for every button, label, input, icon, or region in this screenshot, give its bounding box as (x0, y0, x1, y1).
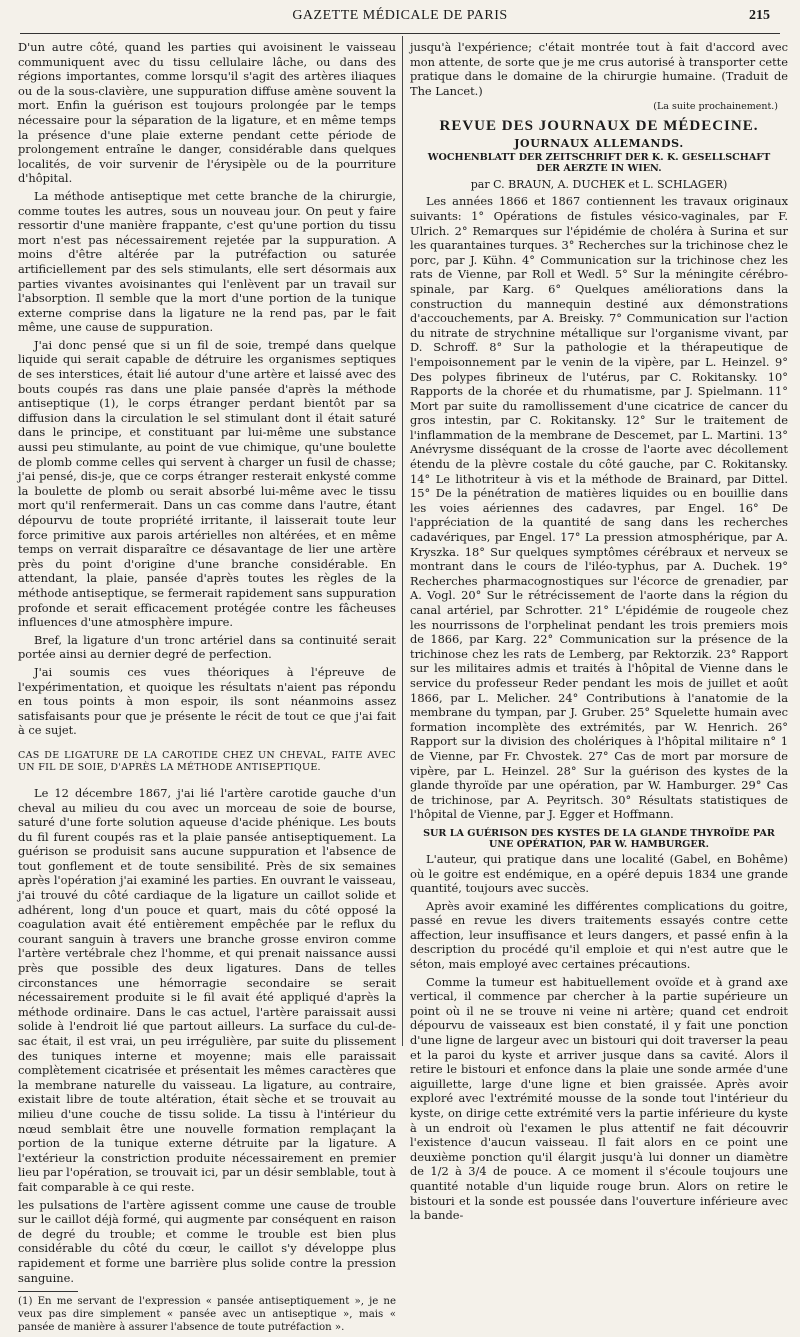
review-title: REVUE DES JOURNAUX DE MÉDECINE. (439, 118, 759, 135)
paragraph: La méthode antiseptique met cette branche de la chirurgie, comme toutes les autres, sous un nouveau jour. On peut y faire ressortir d'une manière frappante, c'est qu'une portion du tissu mort n'est pas nécessairement rejetée par la suppuration. A moins d'être altérée par la putréfaction ou saturée artificiellement par des sels stimulants, elle sert désormais aux parties vivantes avoisinantes qui l'enlèvent par un travail sur l'absorption. Il semble que la mort d'une portion de la tunique externe comprise dans la ligature ne la rend pas, par le fait même, une cause de suppuration. (18, 188, 396, 335)
case-heading: CAS DE LIGATURE DE LA CAROTIDE CHEZ UN CHEVAL, FAITE AVEC UN FIL DE SOIE, D'APRÈS LA MÉTHODE ANTISEPTIQUE. (18, 749, 396, 773)
journal-title: GAZETTE MÉDICALE DE PARIS (292, 8, 508, 23)
page-header (20, 8, 780, 30)
paragraph: D'un autre côté, quand les parties qui avoisinent le vaisseau communiquent avec du tissu cellulaire lâche, ou dans des régions importantes, comme lorsqu'il s'agit des artères iliaques ou de la sous-clavière, une suppuration diffuse amène souvent la mort. Enfin la guérison est toujours prolongée par le temps nécessaire pour la séparation de la ligature, et en même temps la présence d'une plaie externe pendant cette période de prolongement entraîne le danger, considérable dans quelques localités, de voir survenir de l'érysipèle ou de la pourriture d'hôpital. (18, 40, 396, 186)
continued-note: (La suite prochainement.) (653, 101, 778, 113)
header-rule (20, 33, 780, 34)
left-column (18, 40, 396, 1337)
section-title: WOCHENBLATT DER ZEITSCHRIFT DER K. K. GESELLSCHAFT (427, 152, 771, 164)
paragraph: Comme la tumeur est habituellement ovoïde et à grand axe vertical, il commence par chercher à la partie supérieure un point où il ne se trouve ni veine ni artère; quand cet endroit dépourvu de vaisseaux est bien constaté, il y fait une ponction d'une ligne de largeur avec un bistouri qui doit traverser la peau et la paroi du kyste et arriver jusque dans sa cavité. Alors il retire le bistouri et enfonce dans la plaie une sonde armée d'une aiguillette, large d'une ligne et bien graissée. Après avoir exploré avec l'extrémité mousse de la sonde tout l'intérieur du kyste, on dirige cette extrémité vers la partie inférieure du kyste à un endroit où l'examen le plus attentif ne fait découvrir l'existence d'aucun vaisseau. Il fait alors en ce point une deuxième ponction qu'il élargit jusqu'à lui donner un diamètre de 1/2 à 3/4 de pouce. A ce moment il s'écoule toujours une quantité notable d'un liquide rouge brun. Alors on retire le bistouri et la sonde est poussée dans l'ouverture inférieure avec la bande- (410, 974, 788, 1223)
review-subtitle: JOURNAUX ALLEMANDS. (514, 137, 684, 151)
footnote: (1) En me servant de l'expression « pansée antiseptiquement », je ne veux pas dire simplement « pansée avec un antiseptique », mais « pansée de manière à assurer l'absence de toute putréfaction ». (18, 1296, 396, 1334)
section-authors: par C. BRAUN, A. DUCHEK et L. SCHLAGER) (470, 178, 728, 192)
paragraph: Après avoir examiné les différentes complications du goitre, passé en revue les divers traitements essayés contre cette affection, leur insuffisance et leurs dangers, et passé enfin à la description du procédé qu'il emploie et qui n'est autre que le séton, mais employé avec certaines précautions. (410, 898, 788, 972)
footnote-rule (18, 1291, 78, 1292)
section-subtitle: DER AERZTE IN WIEN. (536, 163, 662, 175)
paragraph: Le 12 décembre 1867, j'ai lié l'artère carotide gauche d'un cheval au milieu du cou avec un morceau de soie de bourse, saturé d'une forte solution aqueuse d'acide phénique. Les bouts du fil furent coupés ras et la plaie pansée antiseptiquement. La guérison se produisit sans aucune suppuration et l'absence de tout gonflement et de toute sensibilité. Près de six semaines après l'opération j'ai examiné les parties. En ouvrant le vaisseau, j'ai trouvé du côté cardiaque de la ligature un caillot solide et adhérent, long d'un pouce et quart, mais du côté opposé la coagulation avait été entièrement empêchée par le reflux du courant sanguin à travers une branche grosse environ comme l'artère vertébrale chez l'homme, et qui prenait naissance aussi près que possible des deux ligatures. Dans de telles circonstances une hémorragie secondaire se serait nécessairement produite si le fil avait été appliqué d'après la méthode ordinaire. Dans le cas actuel, l'artère paraissait aussi solide à l'endroit lié que partout ailleurs. La surface du cul-de-sac était, il est vrai, un peu irrégulière, par suite du plissement des tuniques interne et moyenne; mais elle paraissait complètement cicatrisée et présentait les mêmes caractères que la membrane naturelle du vaisseau. La ligature, au contraire, existait libre de toute altération, était sèche et se trouvait au milieu d'une couche de tissu solide. La tissu à l'intérieur du nœud semblait être une nouvelle formation remplaçant la portion de la tunique externe détruite par la ligature. A l'extérieur la constriction produite nécessairement en premier lieu par l'opération, se trouvait ici, par un désir semblable, tout à fait comparable à ce qui reste. (18, 785, 396, 1194)
paragraph: J'ai donc pensé que si un fil de soie, trempé dans quelque liquide qui serait capable de détruire les organismes septiques de ses interstices, était lié autour d'une artère et laissé avec des bouts coupés ras dans une plaie pansée d'après la méthode antiseptique (1), le corps étranger perdant bientôt par sa diffusion dans la circulation le sel stimulant dont il était saturé dans le principe, et constituant par lui-même une substance aussi peu stimulante, au point de vue chimique, qu'une boulette de plomb comme celles qui servent à charger un fusil de chasse; j'ai pensé, dis-je, que ce corps étranger resterait enkysté comme la boulette de plomb ou serait absorbé lui-même avec le tissu mort qu'il renfermerait. Dans un cas comme dans l'autre, étant dépourvu de toute propriété irritante, il laisserait toute leur force primitive aux parois artérielles non altérées, et en même temps on verrait disparaître ce désavantage de lier une artère près du point d'origine d'une branche considérable. En attendant, la plaie, pansée d'après toutes les règles de la méthode antiseptique, se fermerait rapidement sans suppuration profonde et serait efficacement protégée contre les fâcheuses influences d'une atmosphère impure. (18, 337, 396, 630)
paragraph: L'auteur, qui pratique dans une localité (Gabel, en Bohême) où le goitre est endémique, en a opéré depuis 1834 une grande quantité, toujours avec succès. (410, 851, 788, 896)
paragraph: Les années 1866 et 1867 contiennent les travaux originaux suivants: 1° Opérations de fistules vésico-vaginales, par F. Ulrich. 2° Remarques sur l'épidémie de choléra à Surina et sur les quarantaines turques. 3° Recherches sur la trichinose chez le porc, par J. Kühn. 4° Communication sur la trichinose chez les rats de Vienne, par Roll et Wedl. 5° Sur la méningite cérébro-spinale, par Karg. 6° Quelques améliorations dans la construction du mannequin destiné aux démonstrations d'accouchements, par A. Breisky. 7° Communication sur l'action du nitrate de strychnine métallique sur l'organisme vivant, par D. Schroff. 8° Sur la pathologie et la thérapeutique de l'empoisonnement par le venin de la vipère, par L. Heinzel. 9° Des polypes fibrineux de l'utérus, par C. Rokitansky. 10° Rapports de la chorée et du rhumatisme, par J. Spielmann. 11° Mort par suite du ramollissement d'une cicatrice de cancer du gros intestin, par C. Rokitansky. 12° Sur le traitement de l'inflammation de la membrane de Descemet, par L. Martini. 13° Anévrysme disséquant de la crosse de l'aorte avec décollement étendu de la plèvre costale du côté gauche, par C. Rokitansky. 14° Le lithotriteur à vis et la méthode de Brainard, par Dittel. 15° De la pénétration de matières liquides ou en bouillie dans les voies aériennes des cadavres, par Engel. 16° De l'appréciation de la quantité de sang dans les recherches cadavériques, par Engel. 17° La pression atmosphérique, par A. Kryszka. 18° Sur quelques symptômes cérébraux et nerveux se montrant dans le cours de l'iléo-typhus, par A. Duchek. 19° Recherches pharmacognostiques sur l'écorce de grenadier, par A. Vogl. 20° Sur le rétrécissement de l'aorte dans la région du canal artériel, par Schrotter. 21° L'épidémie de rougeole chez les nourrissons de l'orphelinat pendant les trois premiers mois de 1866, par Karg. 22° Communication sur la présence de la trichinose chez les rats de Lemberg, par Rektorzik. 23° Rapport sur les militaires admis et traités à l'hôpital de Vienne dans le service du professeur Reder pendant les mois de juillet et août 1866, par L. Melicher. 24° Contributions à l'anatomie de la membrane du tympan, par J. Gruber. 25° Squelette humain avec formation incomplète des extrémités, par W. Henrich. 26° Rapport sur la division des cholériques à l'hôpital militaire n° 1 de Vienne, par Fr. Chvostek. 27° Cas de mort par morsure de vipère, par L. Heinzel. 28° Sur la guérison des kystes de la glande thyroïde par une opération, par W. Hamburger. 29° Cas de trichinose, par A. Peyritsch. 30° Résultats statistiques de l'hôpital de Vienne, par J. Egger et Hoffmann. (410, 194, 788, 822)
paragraph: les pulsations de l'artère agissent comme une cause de trouble sur le caillot déjà formé, qui augmente par conséquent en raison de degré du trouble; et comme le trouble est bien plus considérable du côté du cœur, le caillot s'y développe plus rapidement et forme une barrière plus solide contre la pression sanguine. (18, 1197, 396, 1285)
right-column (410, 40, 788, 1226)
article-title: SUR LA GUÉRISON DES KYSTES DE LA GLANDE THYROÏDE PAR UNE OPÉRATION, PAR W. HAMBURGER. (423, 827, 775, 850)
paragraph: Bref, la ligature d'un tronc artériel dans sa continuité serait portée ainsi au dernier degré de perfection. (18, 632, 396, 662)
paragraph: J'ai soumis ces vues théoriques à l'épreuve de l'expérimentation, et quoique les résultats n'aient pas répondu en tous points à mon espoir, ils sont néanmoins assez satisfaisants pour que je présente le récit de tout ce que j'ai fait à ce sujet. (18, 664, 396, 738)
page-number: 215 (749, 8, 770, 23)
column-divider (402, 36, 403, 1046)
paragraph: jusqu'à l'expérience; c'était montrée tout à fait d'accord avec mon attente, de sorte que je me crus autorisé à transporter cette pratique dans le domaine de la chirurgie humaine. (Traduit de The Lancet.) (410, 40, 788, 98)
